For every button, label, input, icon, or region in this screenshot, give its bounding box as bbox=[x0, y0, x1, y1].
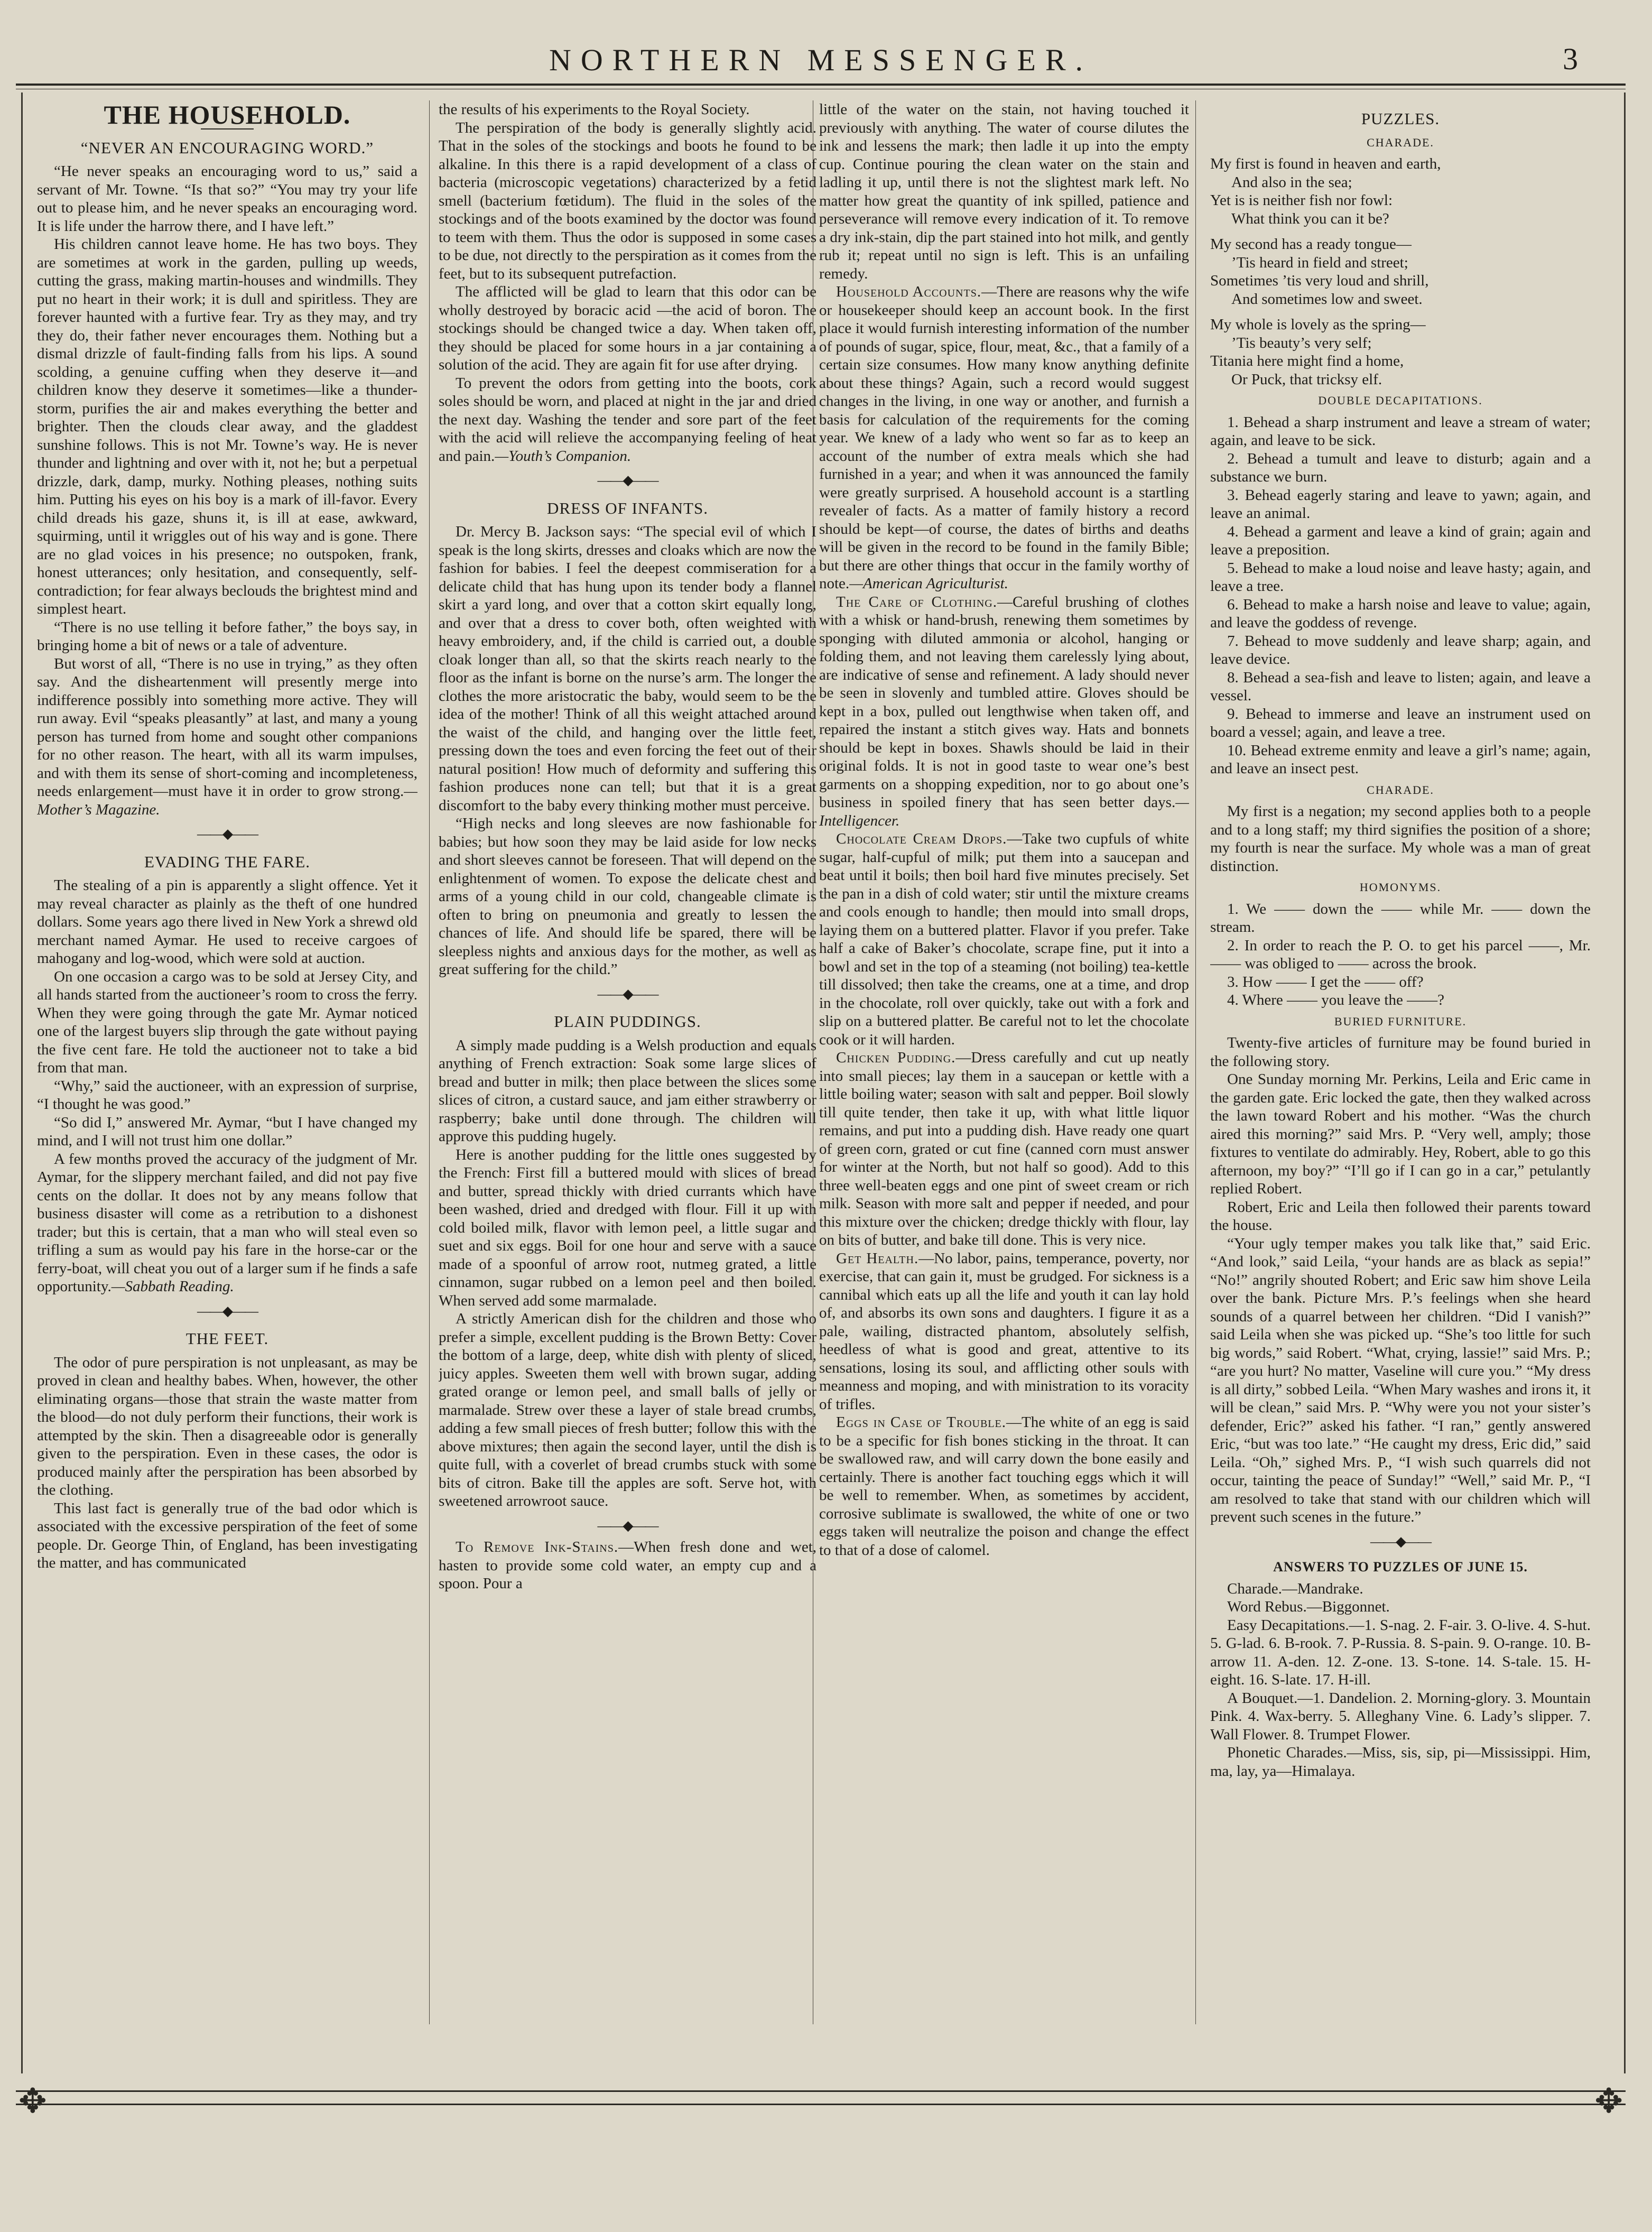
ornament-divider: ——◆—— bbox=[597, 473, 658, 488]
homonyms-list bbox=[1210, 900, 1591, 1010]
answers-list bbox=[1210, 1580, 1591, 1781]
poem-line: My whole is lovely as the spring— bbox=[1210, 316, 1426, 333]
poem-line: My second has a ready tongue— bbox=[1210, 236, 1412, 253]
paragraph: The perspiration of the body is generally slightly acid. That in the soles of the stockings and boots he found to be alkaline. In this there is a rapid development of a class of bacteria (microscopic vegetations) characterized by a fetid smell (bacterium fœtidum). The fluid in the soles of the stockings and of the boots examined by the doctor was found to teem with them. Thus the odor is supposed in some cases to be due, not directly to the perspiration as it comes from the feet, but to its subsequent putrefaction. bbox=[439, 119, 816, 282]
puzzle-item: 5. Behead to make a loud noise and leave hasty; again, and leave a tree. bbox=[1210, 559, 1591, 595]
item-lead: Household Accounts. bbox=[836, 283, 982, 300]
section-title: PUZZLES. bbox=[1361, 109, 1440, 128]
paragraph: Get Health.—No labor, pains, temperance, poverty, nor exercise, that can gain it, must be grudged. For sickness is a cannibal which eats up all the life and youth it can lay hold of, and absorbs its own sons and daughters. I figure it as a pale, wailing, distracted phantom, absolutely selfish, heedless of what is good and great, attentive to its sensations, losing its soul, and afflicting other souls with meanness and moping, and with ministration to its voracity of trifles. bbox=[819, 1249, 1189, 1413]
paragraph: To prevent the odors from getting into the boots, cork soles should be worn, and placed at night in the jar and dried the next day. Washing the tender and sore part of the feet with the acid will relieve the accompanying feeling of heat and pain.—Youth’s Companion. bbox=[439, 374, 816, 465]
puzzle-item: 10. Behead extreme enmity and leave a girl’s name; again, and leave an insect pest. bbox=[1210, 742, 1591, 777]
paragraph: To Remove Ink-Stains.—When fresh done and wet, hasten to provide some cold water, an empty cup and a spoon. Pour a bbox=[439, 1539, 816, 1592]
paragraph: This last fact is generally true of the bad odor which is associated with the excessive perspiration of the feet of some people. Dr. George Thin, of England, has been investigating the matter, and has communicated bbox=[37, 1499, 417, 1571]
header-rule bbox=[16, 84, 1626, 89]
section-title: THE HOUSEHOLD. bbox=[104, 100, 351, 129]
article-title: DRESS OF INFANTS. bbox=[547, 498, 708, 517]
paragraph: Eggs in Case of Trouble.—The white of an egg is said to be a specific for fish bones sticking in the throat. It can be swallowed raw, and will carry down the bone easily and certainly. There is another fact touching eggs which it will be well to remember. When, as sometimes by accident, corrosive sublimate is swallowed, the white of one or two eggs taken will neutralize the poison and change the effect to that of a dose of calomel. bbox=[819, 1414, 1189, 1559]
puzzle-item: 2. In order to reach the P. O. to get his parcel ——, Mr. —— was obliged to —— across the brook. bbox=[1210, 937, 1591, 972]
poem-line: ’Tis beauty’s very self; bbox=[1231, 334, 1372, 351]
puzzle-heading: HOMONYMS. bbox=[1359, 881, 1442, 894]
puzzle-item: 9. Behead to immerse and leave an instrument used on board a vessel; again, and leave a tree. bbox=[1210, 705, 1591, 740]
answer-item: Charade.—Mandrake. bbox=[1227, 1580, 1363, 1597]
puzzle-item: 1. Behead a sharp instrument and leave a stream of water; again, and leave to be sick. bbox=[1210, 413, 1591, 449]
paragraph: “There is no use telling it before father,” the boys say, in bringing home a bit of news or a tale of adventure. bbox=[37, 618, 417, 654]
paragraph: Here is another pudding for the little ones suggested by the French: First fill a buttered mould with slices of bread and butter, spread thickly with dried currants which have been washed, dried and dredged with flour. Fill it up with cold boiled milk, flavor with lemon peel, a little sugar and suet and six eggs. Boil for one hour and serve with a sauce made of a spoonful of arrow root, nutmeg grated, a little cinnamon, sugar rubbed on a lemon peel and then boiled. When served add some marmalade. bbox=[439, 1146, 816, 1309]
puzzle-heading: DOUBLE DECAPITATIONS. bbox=[1318, 394, 1483, 407]
column-divider bbox=[429, 100, 430, 2024]
column-4 bbox=[1210, 100, 1591, 2024]
answer-item: A Bouquet.—1. Dandelion. 2. Morning-glory. 3. Mountain Pink. 4. Wax-berry. 5. Alleghany Vine. 6. Lady’s slipper. 7. Wall Flower. 8. Trumpet Flower. bbox=[1210, 1689, 1591, 1743]
ornament-divider: ——◆—— bbox=[597, 1517, 658, 1533]
paragraph: A simply made pudding is a Welsh production and equals anything of French extraction: Soak some large slices of bread and butter in milk; then place between the slices some slices of citron, a custard sauce, and jam either strawberry or raspberry; bake until done through. The children will approve this pudding hugely. bbox=[439, 1036, 816, 1145]
puzzle-heading: BURIED FURNITURE. bbox=[1334, 1014, 1467, 1028]
item-lead: Chocolate Cream Drops. bbox=[836, 830, 1007, 847]
paragraph: Chocolate Cream Drops.—Take two cupfuls of white sugar, half-cupful of milk; put them into a saucepan and beat until it boils; then boil hard five minutes precisely. Set the pan in a dish of cold water; stir until the mixture creams and cools enough to handle; then mould into small drops, laying them on a buttered platter. Flavor if you prefer. Take half a cake of Baker’s chocolate, scrape fine, put it into a bowl and set in the top of a steaming (not boiling) tea-kettle till dissolved; then take the creams, one at a time, and drop in the chocolate, roll over quickly, take out with a fork and slip on a buttered platter. Be careful not to let the chocolate cook or it will harden. bbox=[819, 830, 1189, 1048]
paragraph: A few months proved the accuracy of the judgment of Mr. Aymar, for the slippery merchant failed, and did not pay five cents on the dollar. It does not by any means follow that business disaster will come as a retribution to a dishonest trader; but this is certain, that a man who will steal even so trifling a sum as would pay his fare in the horse-car or the ferry-boat, will cheat you out of a larger sum if he finds a safe opportunity.—Sabbath Reading. bbox=[37, 1150, 417, 1295]
item-lead: Chicken Pudding. bbox=[836, 1049, 956, 1066]
poem-line: Yet is is neither fish nor fowl: bbox=[1210, 192, 1393, 209]
decapitations-list bbox=[1210, 413, 1591, 778]
paragraph: Twenty-five articles of furniture may be found buried in the following story. bbox=[1210, 1034, 1591, 1070]
article-title: EVADING THE FARE. bbox=[144, 852, 311, 871]
paragraph: A strictly American dish for the children and those who prefer a simple, excellent pudding is the Brown Betty: Cover the bottom of a large, deep, white dish with plenty of sliced, juicy apples. Sweeten them well with brown sugar, adding grated orange or lemon peel, and small balls of jelly or marmalade. Strew over these a layer of stale bread crumbs, adding a few small pieces of fresh butter; follow this with the above mixtures; then again the second layer, until the dish is quite full, with a coverlet of bread crumbs stuck with some bits of citron. Bake till the apples are soft. Serve hot, with sweetened arrowroot sauce. bbox=[439, 1310, 816, 1509]
source-credit: —Intelligencer. bbox=[819, 794, 1189, 829]
corner-ornament: ✥ bbox=[1594, 2082, 1623, 2120]
paragraph: “Your ugly temper makes you talk like that,” said Eric. “And look,” said Leila, “your hands are as black as sepia!” “No!” angrily shouted Robert; and Eric saw him shove Leila over the bank. Picture Mrs. P.’s feelings when she heard sounds of a quarrel between her children. “Did I vanish?” said Leila when she was picked up. “She’s too little for such big words,” said Robert. “What, crying, lassie!” said Mrs. P.; “are you hurt? No matter, Vaseline will cure you.” “My dress is all dirty,” sobbed Leila. “When Mary washes and irons it, it will be clean,” said Mrs. P. “Why were you not your sister’s defender, Eric?” asked his father. “I ran,” gently answered Eric, “but was too late.” “He caught my dress, Eric did,” said Leila. “Oh,” sighed Mrs. P., “I wish such quarrels did not occur, tainting the peace of Sunday!” “Well,” said Mr. P., “I am resolved to take that stand with our children which will prevent such scenes in the future.” bbox=[1210, 1235, 1591, 1525]
puzzle-item: 7. Behead to move suddenly and leave sharp; again, and leave device. bbox=[1210, 632, 1591, 668]
item-lead: To Remove Ink-Stains. bbox=[456, 1539, 619, 1555]
paragraph: My first is a negation; my second applies both to a people and to a long staff; my third signifies the position of a shore; my fourth is near the surface. My whole was a man of great distinction. bbox=[1210, 803, 1591, 875]
paragraph: The afflicted will be glad to learn that this odor can be wholly destroyed by boracic acid —the acid of boron. The stockings should be changed twice a day. When taken off, they should be placed for some hours in a jar containing a solution of the acid. They are again fit for use after drying. bbox=[439, 283, 816, 373]
source-credit: —Mother’s Magazine. bbox=[37, 783, 417, 818]
charade-poem bbox=[1210, 155, 1591, 388]
puzzle-item: 3. Behead eagerly staring and leave to yawn; again, and leave an animal. bbox=[1210, 486, 1591, 522]
paragraph: The Care of Clothing.—Careful brushing of clothes with a whisk or hand-brush, renewing them sometimes by sponging with diluted ammonia or alcohol, hanging or folding them, and not leaving them carelessly lying about, are indicative of sense and refinement. A lady should never be seen in slovenly and tumbled attire. Gloves should be kept in a box, pulled out lengthwise when taken off, and repaired the instant a stitch gives way. Hats and bonnets should be kept in boxes. Shawls should be laid in their original folds. It is not in good taste to wear one’s best garments on a shopping expedition, nor to go about one’s business in spoiled finery that has seen better days.—Intelligencer. bbox=[819, 593, 1189, 829]
corner-ornament: ✥ bbox=[18, 2082, 47, 2120]
paragraph: The stealing of a pin is apparently a slight offence. Yet it may reveal character as plainly as the theft of one hundred dollars. Some years ago there lived in New York a shrewd old merchant named Aymar. He used to receive cargoes of mahogany and log-wood, which were sold at auction. bbox=[37, 877, 417, 967]
paragraph: Chicken Pudding.—Dress carefully and cut up neatly into small pieces; lay them in a saucepan or kettle with a little boiling water; season with salt and pepper. Boil slowly till quite tender, then take it up, with what little liquor remains, and put into a pudding dish. Have ready one quart of green corn, grated or cut fine (canned corn must answer for winter at the North, but not half so good). Add to this three well-beaten eggs and one pint of sweet cream or rich milk. Season with more salt and pepper if needed, and pour this mixture over the chicken; dredge thickly with flour, lay on bits of butter, and bake till done. This is very nice. bbox=[819, 1049, 1189, 1248]
source-credit: —Sabbath Reading. bbox=[111, 1278, 234, 1295]
answer-item: Word Rebus.—Biggonnet. bbox=[1227, 1598, 1390, 1615]
poem-line: And also in the sea; bbox=[1231, 173, 1352, 191]
puzzle-item: 3. How —— I get the —— off? bbox=[1227, 973, 1424, 990]
item-lead: Get Health. bbox=[836, 1249, 919, 1267]
paragraph: Dr. Mercy B. Jackson says: “The special evil of which I speak is the long skirts, dresses and cloaks which are now the fashion for babies. I feel the deepest commiseration for a delicate child that has hung upon its tender body a flannel skirt a yard long, and over that a cotton skirt equally long, and over that a dress to cover both, often weighted with heavy embroidery, and, if the child is carried out, a double cloak longer than all, so that the skirts reach nearly to the floor as the infant is borne on the nurse’s arm. The longer the clothes the more aristocratic the baby, would seem to be the idea of the mother! Think of all this weight attached around the waist of the child, and hanging over the little feet, pressing down the toes and even forcing the feet out of their natural position! How much of deformity and suffering this fashion produces none can tell; but that it is a great discomfort to the baby every thinking mother must perceive. bbox=[439, 523, 816, 814]
puzzle-item: 4. Behead a garment and leave a kind of grain; again and leave a preposition. bbox=[1210, 523, 1591, 558]
paragraph: the results of his experiments to the Royal Society. bbox=[439, 101, 750, 118]
paragraph: The odor of pure perspiration is not unpleasant, as may be proved in clean and healthy babes. When, however, the other eliminating organs—those that strain the waste matter from the blood—do not duly perform their functions, their work is attempted by the skin. Then a disagreeable odor is generally given to the perspiration. Even in these cases, the odor is produced mainly after the perspiration has been absorbed by the clothing. bbox=[37, 1354, 417, 1498]
column-3 bbox=[819, 100, 1189, 2024]
paragraph: “He never speaks an encouraging word to us,” said a servant of Mr. Towne. “Is that so?” “You may try your life out to please him, and he never speaks an encouraging word. It is life under the harrow there, and I have left.” bbox=[37, 163, 417, 235]
source-credit: —Youth’s Companion. bbox=[495, 447, 632, 465]
source-credit: —American Agriculturist. bbox=[849, 575, 1008, 592]
puzzle-heading: CHARADE. bbox=[1367, 783, 1434, 797]
item-lead: Eggs in Case of Trouble. bbox=[836, 1414, 1006, 1431]
masthead bbox=[21, 37, 1620, 79]
item-lead: The Care of Clothing. bbox=[836, 593, 997, 610]
puzzle-heading: CHARADE. bbox=[1367, 135, 1434, 149]
puzzle-item: 8. Behead a sea-fish and leave to listen; again, and leave a vessel. bbox=[1210, 669, 1591, 704]
paragraph: “So did I,” answered Mr. Aymar, “but I have changed my mind, and I will not trust him one dollar.” bbox=[37, 1114, 417, 1149]
article-title: “NEVER AN ENCOURAGING WORD.” bbox=[80, 138, 374, 157]
footer-rule bbox=[16, 2090, 1626, 2105]
paragraph: Robert, Eric and Leila then followed their parents toward the house. bbox=[1210, 1198, 1591, 1234]
poem-line: And sometimes low and sweet. bbox=[1231, 290, 1423, 308]
ornament-divider: ——◆—— bbox=[1370, 1533, 1431, 1549]
column-2 bbox=[439, 100, 816, 2024]
poem-line: Or Puck, that tricksy elf. bbox=[1231, 371, 1382, 388]
puzzle-item: 1. We —— down the —— while Mr. —— down the stream. bbox=[1210, 900, 1591, 936]
puzzle-item: 4. Where —— you leave the ——? bbox=[1227, 992, 1444, 1008]
paragraph: One Sunday morning Mr. Perkins, Leila and Eric came in the garden gate. Eric locked the gate, then they walked across the lawn toward Robert and his mother. “Was the church aired this morning?” said Mrs. P. “Very well, amply; those fixtures to ventilate do admirably. Hey, Robert, able to go this afternoon, my boy?” “I’ll go if I can go in a car,” petulantly replied Robert. bbox=[1210, 1071, 1591, 1197]
ornament-divider: ——◆—— bbox=[597, 986, 658, 1002]
poem-line: Sometimes ’tis very loud and shrill, bbox=[1210, 272, 1429, 289]
ornament-divider: ——◆—— bbox=[197, 826, 257, 841]
answer-item: Easy Decapitations.—1. S-nag. 2. F-air. 3. O-live. 4. S-hut. 5. G-lad. 6. B-rook. 7. P-Russia. 8. S-pain. 9. O-range. 10. B-arrow 11. A-den. 12. Z-one. 13. S-tone. 14. S-tale. 15. H-eight. 16. S-late. 17. H-ill. bbox=[1210, 1616, 1591, 1688]
paragraph: On one occasion a cargo was to be sold at Jersey City, and all hands started from the auctioneer’s room to cross the ferry. When they were going through the gate Mr. Aymar noticed one of the largest buyers slip through the gate without paying the five cent fare. He told the auctioneer not to take a bid from that man. bbox=[37, 968, 417, 1076]
poem-line: Titania here might find a home, bbox=[1210, 353, 1404, 369]
paragraph: But worst of all, “There is no use in trying,” as they often say. And the disheartenment will presently merge into indifference possibly into something more active. They will run away. Evil “speaks pleasantly” at last, and many a young person has turned from home and sought other companions for no other reason. The heart, with all its warm impulses, and with them its sense of short-coming and incompleteness, needs enlargement—must have it in order to grow strong.—Mother’s Magazine. bbox=[37, 655, 417, 818]
poem-line: What think you can it be? bbox=[1231, 210, 1389, 227]
article-title: PLAIN PUDDINGS. bbox=[554, 1012, 701, 1031]
answer-item: Phonetic Charades.—Miss, sis, sip, pi—Mississippi. Him, ma, lay, ya—Himalaya. bbox=[1210, 1744, 1591, 1780]
puzzle-item: 2. Behead a tumult and leave to disturb; again and a substance we burn. bbox=[1210, 450, 1591, 485]
column-1 bbox=[37, 100, 417, 2024]
paragraph: Household Accounts.—There are reasons why the wife or housekeeper should keep an account book. In the first place it would furnish interesting information of the number of pounds of sugar, spice, flour, meat, &c., that a family of a certain size consumes. How many know anything definite about these things? Again, such a record would suggest changes in the living, in one way or another, and furnish a basis for calculation of the requirements for the coming year. We knew of a lady who went so far as to keep an account of the number of extra meals which she had furnished in a year; and when it was announced the family were greatly surprised. A household account is a startling revealer of facts. As a matter of family history a record should be kept—of course, the dates of births and deaths will be given in the record to be found in the family Bible; but there are other things that occur in the family worthy of note.—American Agriculturist. bbox=[819, 283, 1189, 592]
ornament-divider: ——◆—— bbox=[197, 1303, 257, 1319]
paragraph: His children cannot leave home. He has two boys. They are sometimes at work in the garden, pulling up weeds, cutting the grass, making martin-houses and windmills. They put no heart in their work; it is dull and spiritless. They are forever haunted with a furtive fear. Try as they may, and try they do, their father never encourages them. Nothing but a dismal drizzle of fault-finding falls from his lips. A sound scolding, a genuine cuffing when they deserve it—and children know they deserve it sometimes—like a thunder-storm, purifies the air and makes everything the better and brighter. Then the clouds clear away, and the gladdest sunshine follows. This is not Mr. Towne’s way. He is never thunder and lightning and over with it, not he; but a perpetual drizzle, dark, damp, murky. Nothing pleases, nothing suits him. Putting his eyes on his boy is a mark of ill-favor. Every child dreads his gaze, shuns it, is ill at ease, awkward, squirming, until it wriggles out of his way and is gone. There are no glad voices in his presence; no outspoken, frank, honest utterances; only hesitation, and consequently, self-contradiction; for fear always beclouds the brightest mind and simplest heart. bbox=[37, 236, 417, 617]
paragraph: little of the water on the stain, not having touched it previously with anything. The water of course dilutes the ink and lessens the mark; then ladle it up into the empty cup. Continue pouring the clean water on the stain and ladling it up, until there is not the slightest mark left. No matter how great the quantity of ink spilled, patience and perseverance will remove every indication of it. To remove a dry ink-stain, dip the part stained into hot milk, and gently rub it; repeat until no sign is left. This is an unfailing remedy. bbox=[819, 101, 1189, 282]
newspaper-title: NORTHERN MESSENGER. bbox=[549, 43, 1093, 77]
puzzle-item: 6. Behead to make a harsh noise and leave to value; again, and leave the goddess of revenge. bbox=[1210, 596, 1591, 631]
paragraph: “Why,” said the auctioneer, with an expression of surprise, “I thought he was good.” bbox=[37, 1077, 417, 1113]
answers-heading: ANSWERS TO PUZZLES OF JUNE 15. bbox=[1273, 1559, 1528, 1575]
poem-line: My first is found in heaven and earth, bbox=[1210, 155, 1441, 172]
column-divider bbox=[1195, 100, 1196, 2024]
poem-line: ’Tis heard in field and street; bbox=[1231, 254, 1408, 271]
article-title: THE FEET. bbox=[185, 1329, 269, 1348]
page-number: 3 bbox=[1563, 42, 1578, 76]
paragraph: “High necks and long sleeves are now fashionable for babies; but how soon they may be laid aside for low necks and short sleeves cannot be foreseen. That will depend on the enlightenment of women. To expose the delicate chest and arms of a young child in our cold, changeable climate is often to bring on pneumonia and greatly to lessen the chances of life. And should life be spared, there will be sleepless nights and anxious days for the mother, as well as great suffering for the child.” bbox=[439, 815, 816, 978]
